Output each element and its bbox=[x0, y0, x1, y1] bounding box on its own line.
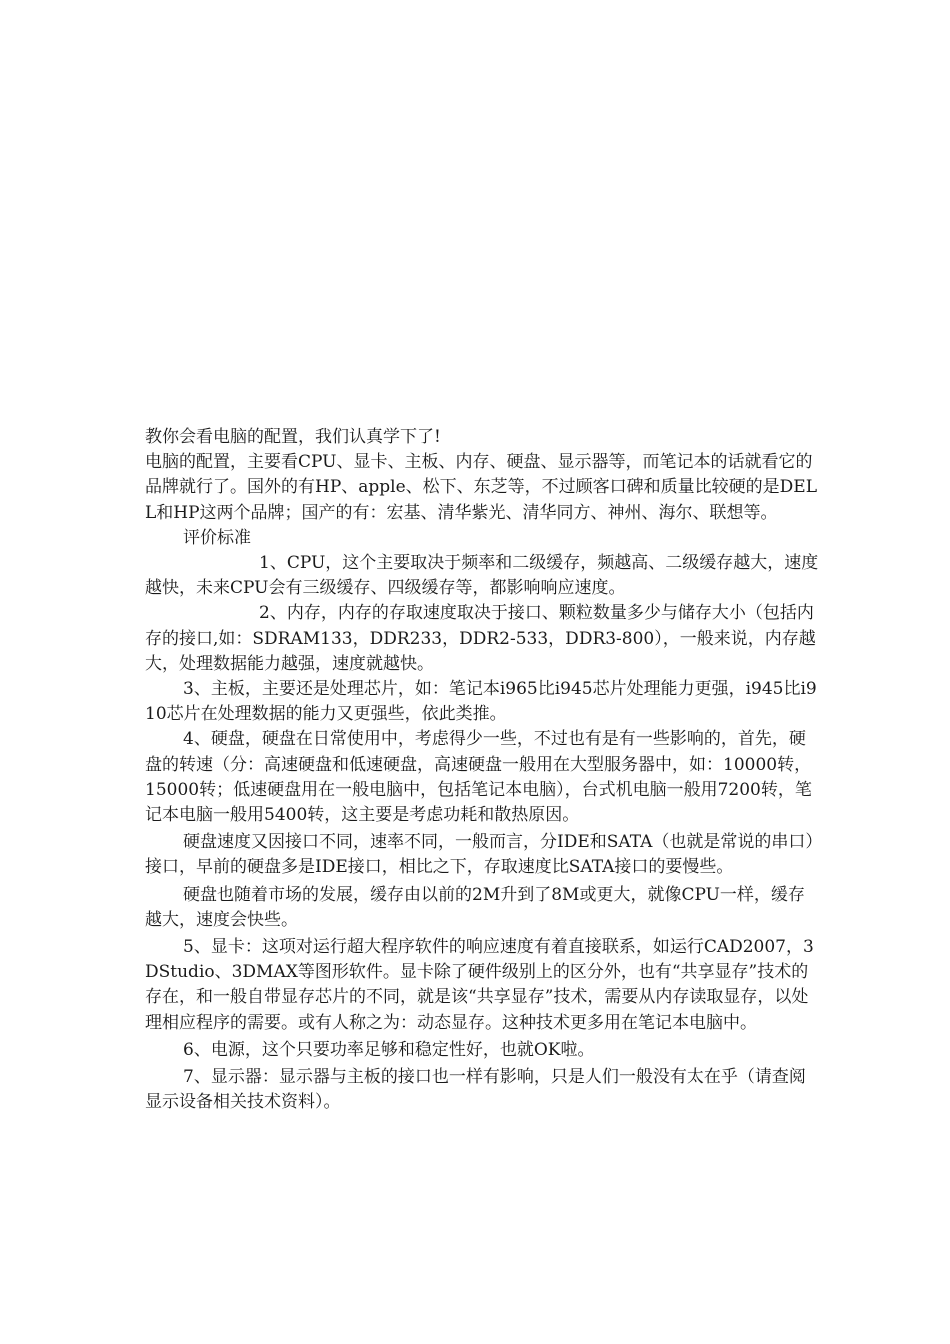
paragraph-graphics-card: 5、显卡：这项对运行超大程序软件的响应速度有着直接联系，如运行CAD2007，3DStudio、3DMAX等图形软件。显卡除了硬件级别上的区分外，也有“共享显存”技术的存在，和一般自带显存芯片的不同，就是该“共享显存”技术，需要从内存读取显存，以处理相应程序的需要。或有人称之为：动态显存。这种技术更多用在笔记本电脑中。 bbox=[145, 937, 814, 1033]
paragraph-harddisk-cache: 硬盘也随着市场的发展，缓存由以前的2M升到了8M或更大，就像CPU一样，缓存越大，速度会快些。 bbox=[145, 884, 805, 930]
paragraph-cpu: 1、CPU，这个主要取决于频率和二级缓存，频越高、二级缓存越大，速度越快，未来CPU会有三级缓存、四级缓存等，都影响响应速度。 bbox=[145, 553, 819, 599]
paragraph-motherboard: 3、主板，主要还是处理芯片，如：笔记本i965比i945芯片处理能力更强，i945比i910芯片在处理数据的能力又更强些，依此类推。 bbox=[145, 679, 817, 725]
paragraph-harddisk-interface: 硬盘速度又因接口不同，速率不同，一般而言，分IDE和SATA（也就是常说的串口）接口，早前的硬盘多是IDE接口，相比之下，存取速度比SATA接口的要慢些。 bbox=[145, 832, 814, 878]
paragraph-harddisk: 4、硬盘，硬盘在日常使用中，考虑得少一些，不过也有是有一些影响的，首先，硬盘的转速（分：高速硬盘和低速硬盘，高速硬盘一般用在大型服务器中，如：10000转，15000转；低速硬盘用在一般电脑中，包括笔记本电脑），台式机电脑一般用7200转，笔记本电脑一般用5400转，这主要是考虑功耗和散热原因。 bbox=[145, 729, 812, 826]
document-body bbox=[145, 425, 820, 1115]
paragraph-power-supply: 6、电源，这个只要功率足够和稳定性好，也就OK啦。 bbox=[183, 1039, 595, 1060]
paragraph-memory: 2、内存，内存的存取速度取决于接口、颗粒数量多少与储存大小（包括内存的接口,如：SDRAM133，DDR233，DDR2-533，DDR3-800），一般来说，内存越大，处理数据能力越强，速度就越快。 bbox=[145, 603, 816, 674]
intro-paragraph: 电脑的配置，主要看CPU、显卡、主板、内存、硬盘、显示器等，而笔记本的话就看它的品牌就行了。国外的有HP、apple、松下、东芝等，不过顾客口碑和质量比较硬的是DELL和HP这两个品牌；国产的有：宏基、清华紫光、清华同方、神州、海尔、联想等。 bbox=[145, 452, 817, 523]
document-title: 教你会看电脑的配置，我们认真学下了! bbox=[145, 427, 441, 447]
paragraph-monitor: 7、显示器：显示器与主板的接口也一样有影响，只是人们一般没有太在乎（请查阅显示设备相关技术资料）。 bbox=[145, 1067, 806, 1113]
section-heading-criteria: 评价标准 bbox=[183, 527, 251, 548]
